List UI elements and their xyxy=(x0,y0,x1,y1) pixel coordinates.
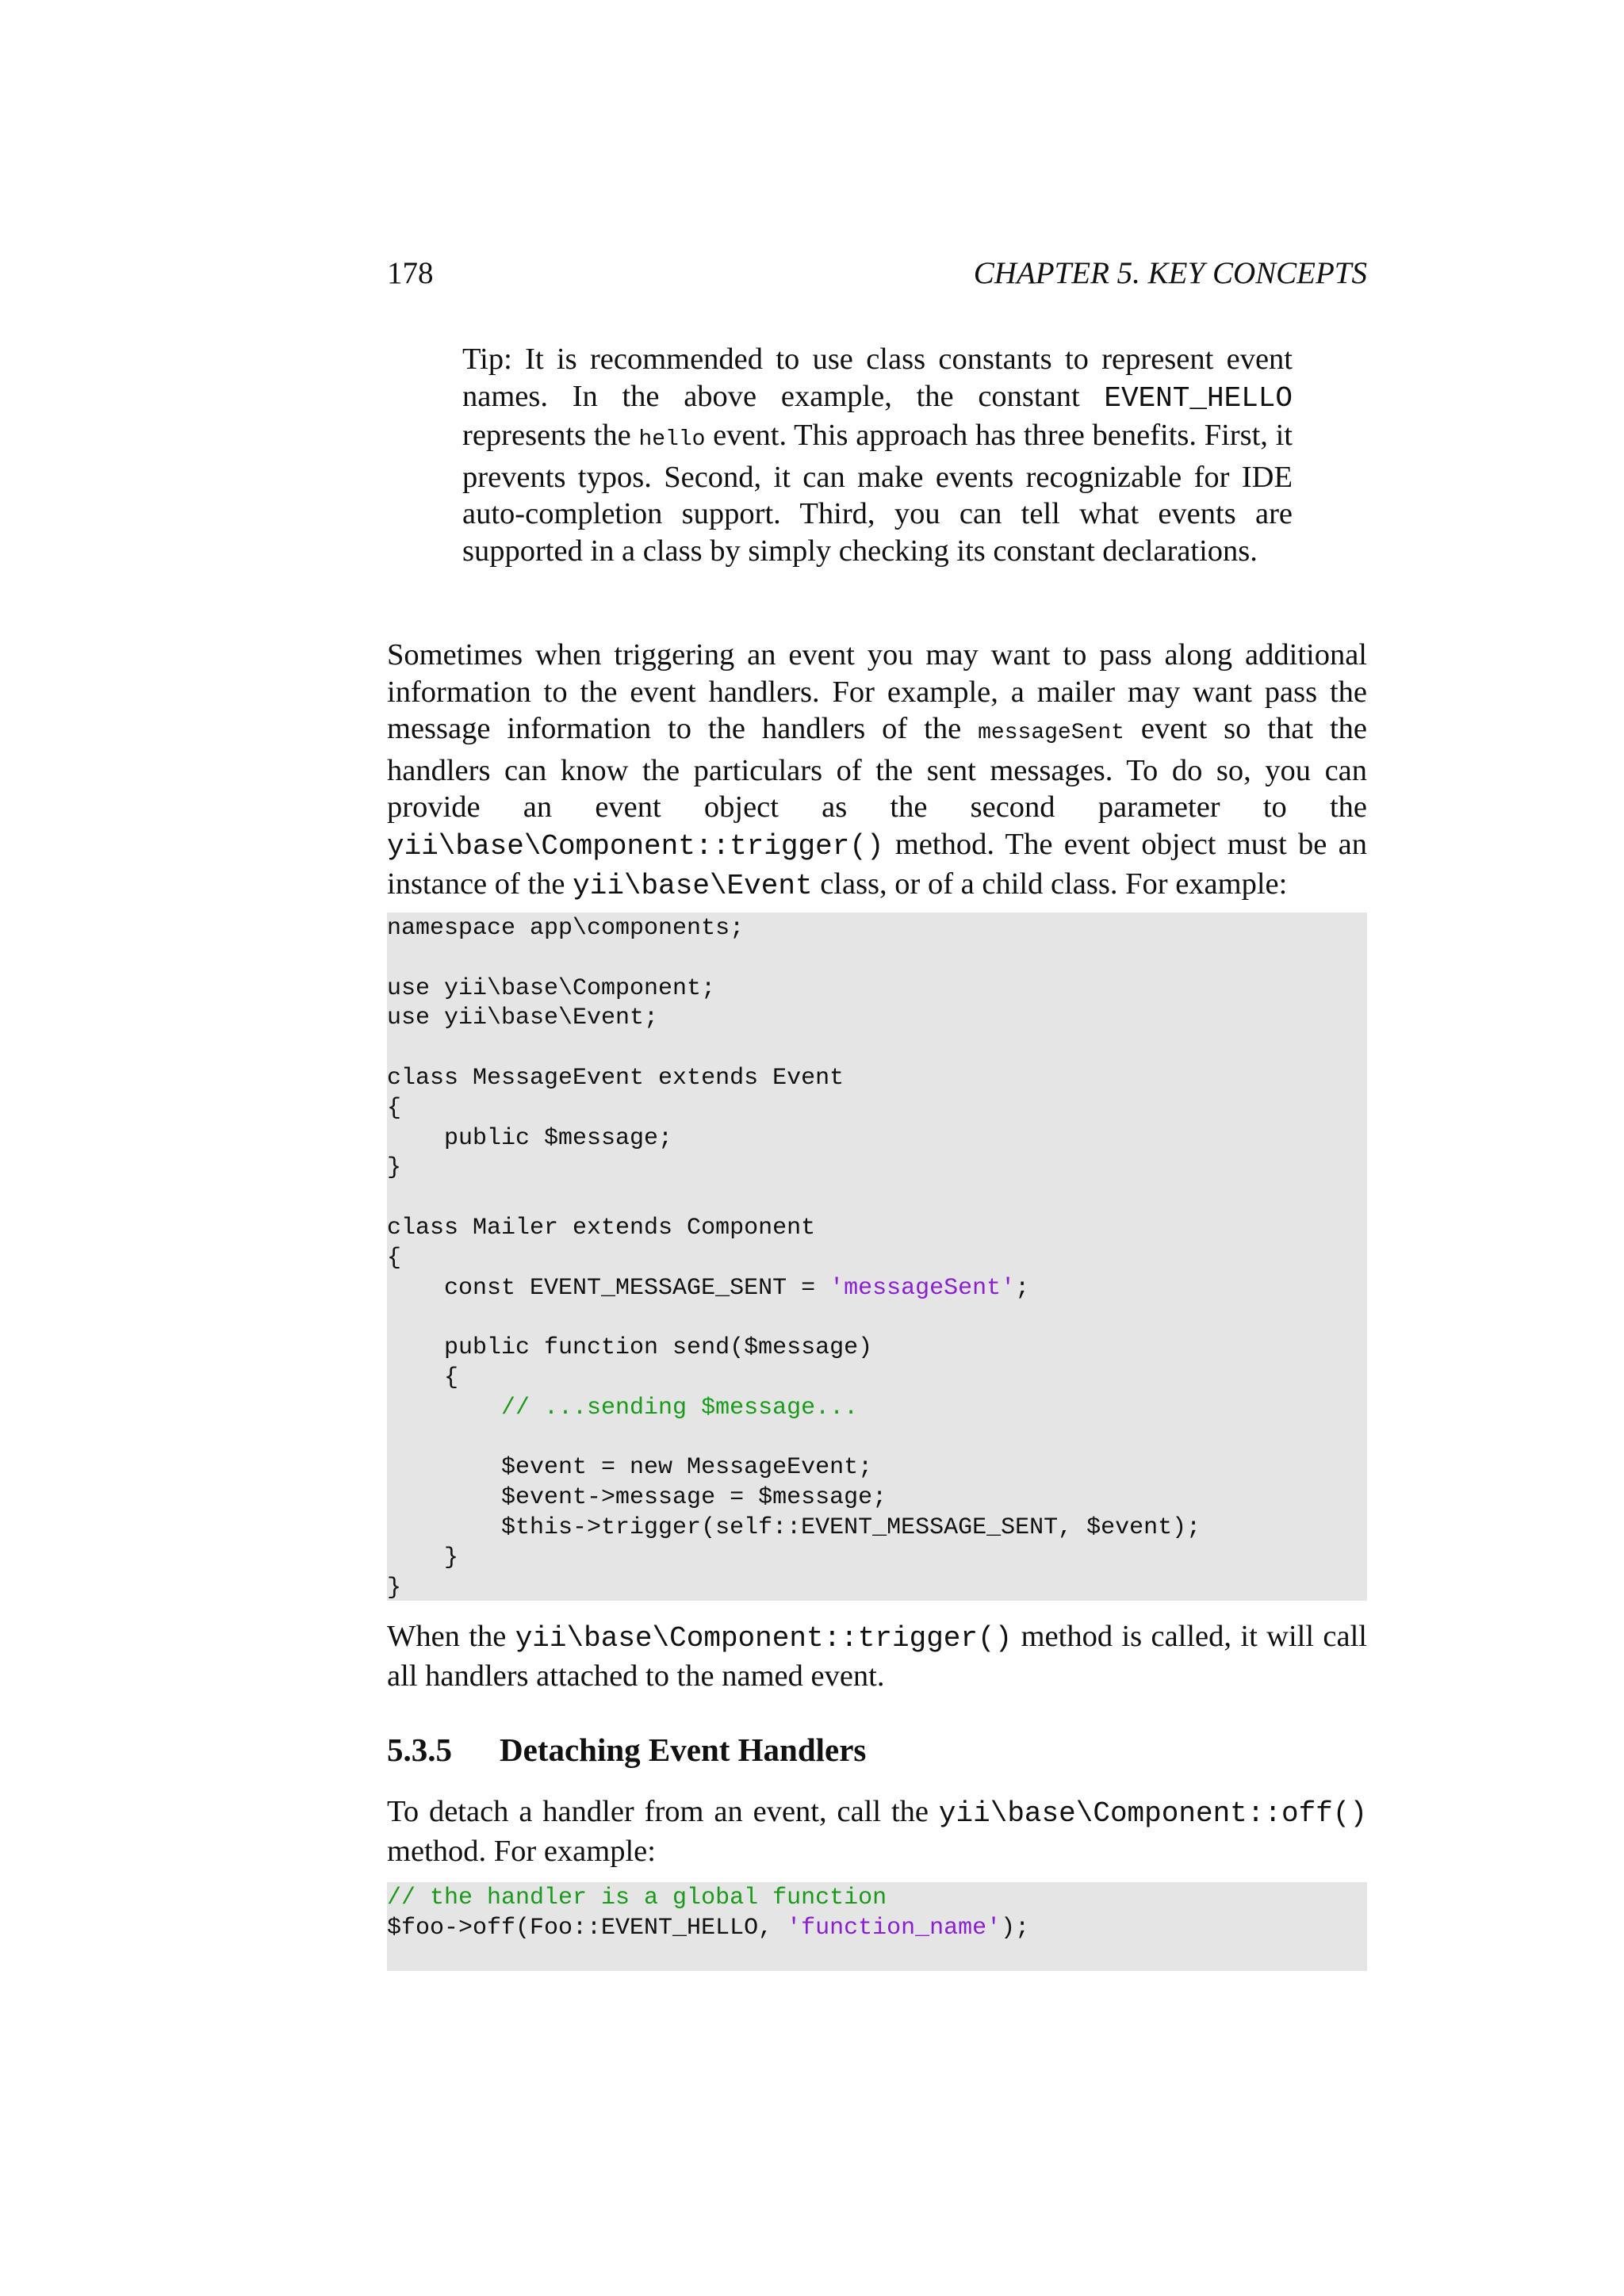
code-line xyxy=(387,1424,1367,1454)
code-text: $foo->off(Foo::EVENT_HELLO, xyxy=(387,1914,787,1942)
para1-text-4: class, or of a child class. For example: xyxy=(812,867,1288,901)
para3-text-2: method. For example: xyxy=(387,1834,656,1868)
code-line: { xyxy=(387,1094,402,1122)
code-text: ); xyxy=(1001,1914,1030,1942)
code-line xyxy=(387,1034,1367,1064)
code-block-detach xyxy=(387,1882,1367,1971)
code-line: public $message; xyxy=(387,1124,673,1152)
code-line: use yii\base\Event; xyxy=(387,1004,659,1032)
code-line: } xyxy=(387,1154,402,1182)
para1-code-trigger: yii\base\Component::trigger() xyxy=(387,829,884,863)
code-line: } xyxy=(387,1574,402,1601)
code-line: class MessageEvent extends Event xyxy=(387,1064,845,1092)
code-line: $event = new MessageEvent; xyxy=(387,1454,873,1482)
para2-text-1: When the xyxy=(387,1620,515,1653)
code-line: { xyxy=(387,1364,459,1391)
para1-code-message-sent: messageSent xyxy=(978,721,1124,746)
tip-paragraph xyxy=(462,341,1293,570)
code-line: { xyxy=(387,1244,402,1272)
code-line xyxy=(387,1914,1367,1944)
paragraph-trigger-called xyxy=(387,1618,1367,1694)
section-title: Detaching Event Handlers xyxy=(500,1732,867,1768)
code-text: const EVENT_MESSAGE_SENT = xyxy=(387,1274,830,1302)
paragraph-event-object xyxy=(387,637,1367,905)
code-block-mailer xyxy=(387,913,1367,1601)
tip-code-hello: hello xyxy=(638,427,706,453)
paragraph-detach xyxy=(387,1793,1367,1869)
para1-text-3: method. The event object must be an instance of the xyxy=(387,827,1367,901)
tip-code-event-hello: EVENT_HELLO xyxy=(1104,381,1293,415)
para1-text-1: Sometimes when triggering an event you may want to pass along additional information to the event handlers. For example, a mailer may want pass the message information to the handlers of the xyxy=(387,638,1367,746)
para2-code-trigger: yii\base\Component::trigger() xyxy=(515,1622,1013,1655)
code-line: $this->trigger(self::EVENT_MESSAGE_SENT, $event); xyxy=(387,1513,1201,1541)
code-line xyxy=(387,1884,1367,1914)
code-text: ; xyxy=(1015,1274,1030,1302)
page-header xyxy=(387,255,1367,303)
para1-text-2: event so that the handlers can know the particulars of the sent messages. To do so, you can provide an event object as the second parameter to the xyxy=(387,712,1367,825)
para2-text-2: method is called, it will call all handlers attached to the named event. xyxy=(387,1620,1367,1693)
code-line xyxy=(387,1303,1367,1334)
code-line: use yii\base\Component; xyxy=(387,974,716,1002)
section-heading xyxy=(387,1731,866,1769)
code-line: class Mailer extends Component xyxy=(387,1214,816,1242)
code-line: $event->message = $message; xyxy=(387,1484,887,1512)
code-line: namespace app\components; xyxy=(387,915,745,942)
para3-code-off: yii\base\Component::off() xyxy=(938,1797,1367,1830)
code-comment: // ...sending $message... xyxy=(387,1394,859,1422)
code-line xyxy=(387,1274,1367,1304)
tip-text-3: event. This approach has three benefits. First, it prevents typos. Second, it can make events recognizable for IDE auto-completion support. Third, you can tell what events are supported in a class by simply checking its constant declarations. xyxy=(462,419,1293,568)
tip-text-1: Tip: It is recommended to use class constants to represent event names. In the above example, the constant xyxy=(462,342,1293,413)
page-number: 178 xyxy=(387,256,434,290)
code-line: public function send($message) xyxy=(387,1334,873,1362)
section-number: 5.3.5 xyxy=(387,1732,452,1768)
code-line xyxy=(387,944,1367,974)
para3-text-1: To detach a handler from an event, call the xyxy=(387,1795,939,1828)
code-line xyxy=(387,1394,1367,1424)
code-line: } xyxy=(387,1544,459,1571)
code-line xyxy=(387,1184,1367,1214)
tip-text-2: represents the xyxy=(462,419,639,453)
code-string: 'messageSent' xyxy=(829,1274,1016,1302)
code-comment: // the handler is a global function xyxy=(387,1885,887,1911)
para1-code-event-class: yii\base\Event xyxy=(573,869,813,902)
running-title: CHAPTER 5. KEY CONCEPTS xyxy=(973,256,1367,290)
code-string: 'function_name' xyxy=(787,1914,1002,1942)
